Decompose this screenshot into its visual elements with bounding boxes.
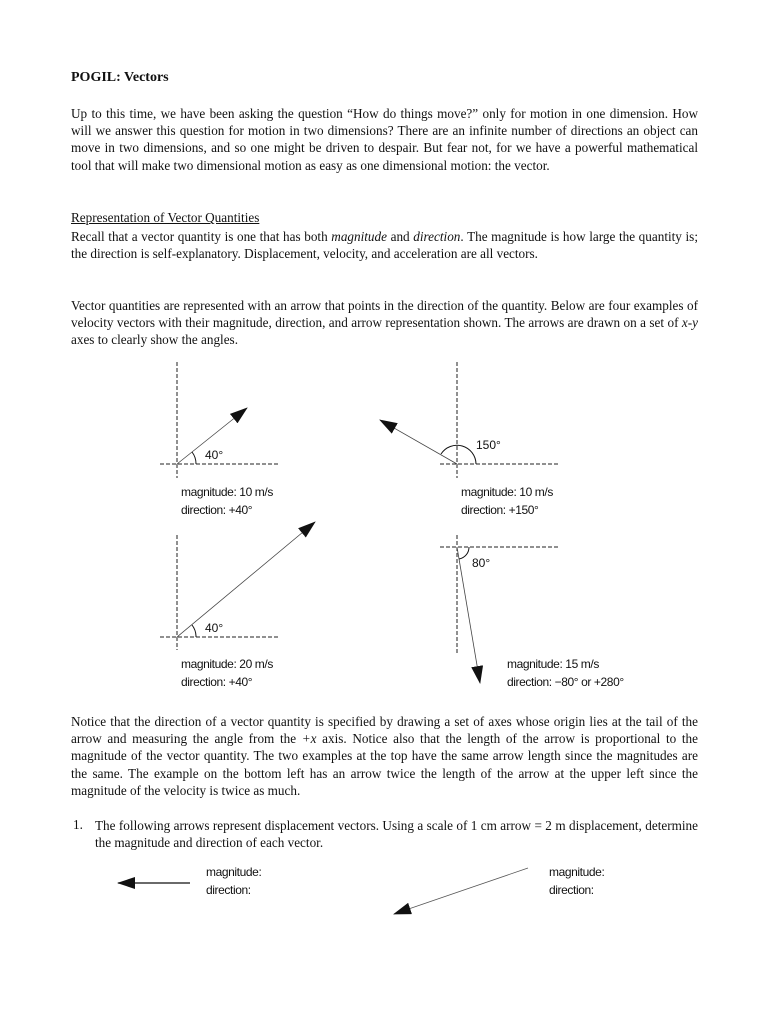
page-title: POGIL: Vectors [71, 70, 169, 85]
question-1-arrows [118, 868, 528, 914]
notice-paragraph: Notice that the direction of a vector quantity is specified by drawing a set of axes whose origin lies at the tail of the arrow and measuring the angle from the +x axis. Notice also that the length of the arrow is proportional to the magnitude of the vector quantity. The two examples at the top have the same arrow length since the magnitudes are the same. The example on the bottom left has an arrow twice the length of the arrow at the upper left since the magnitude of the velocity is twice as much. [71, 714, 698, 798]
example-4-caption [507, 655, 624, 691]
example-1-angle-arc [192, 452, 196, 464]
example-2-angle-label: 150° [476, 438, 501, 452]
question-1-right-answer [549, 863, 604, 899]
example-2-vector-arrow [380, 420, 457, 464]
example-3-diagram [160, 522, 315, 650]
example-3-angle-arc [192, 625, 196, 637]
example-3-angle-label: 40° [205, 621, 224, 635]
question-1-right-magnitude-label: magnitude: [549, 865, 605, 879]
example-1-angle-label: 40° [205, 448, 224, 462]
example-1-magnitude: magnitude: 10 m/s [181, 485, 273, 499]
example-4-magnitude: magnitude: 15 m/s [507, 657, 599, 671]
example-4-direction: direction: −80° or +280° [507, 675, 624, 689]
example-2-magnitude: magnitude: 10 m/s [461, 485, 553, 499]
examples-intro-paragraph: Vector quantities are represented with an arrow that points in the direction of the quantity. Below are four examples of velocity vectors with their magnitude, direction, and arrow representation shown. The arrows are drawn on a set of x-y axes to clearly show the angles. [71, 298, 698, 348]
question-1-text: The following arrows represent displacement vectors. Using a scale of 1 cm arrow = 2 m displacement, determine the magnitude and direction of each vector. [95, 818, 698, 851]
intro-paragraph: Up to this time, we have been asking the question “How do things move?” only for motion in one dimension. How will we answer this question for motion in two dimensions? There are an infinite number of directions an object can move in two dimensions, and so one might be driven to despair. But fear not, for we have a powerful mathematical tool that will make two dimensional motion as easy as one dimensional motion: the vector. [71, 106, 698, 173]
xy-axes-term: x-y [681, 315, 698, 331]
magnitude-term: magnitude [331, 229, 387, 244]
example-3-direction: direction: +40° [181, 675, 253, 689]
question-1-left-magnitude-label: magnitude: [206, 865, 262, 879]
question-1-left-direction-label: direction: [206, 883, 251, 897]
example-2-diagram [380, 362, 558, 478]
example-4-angle-label: 80° [472, 556, 491, 570]
question-1-number: 1. [73, 817, 83, 832]
example-1-direction: direction: +40° [181, 503, 253, 517]
question-1-left-answer [206, 863, 261, 899]
question-1-right-arrow [394, 868, 528, 914]
example-1-caption [181, 483, 273, 519]
recall-paragraph: Recall that a vector quantity is one that has both magnitude and direction. The magnitude is how large the quantity is; the direction is self-explanatory. Displacement, velocity, and acceleration are all vectors. [71, 229, 698, 262]
example-4-angle-arc [459, 547, 469, 559]
section-heading: Representation of Vector Quantities [71, 210, 260, 225]
example-3-caption [181, 655, 273, 691]
example-3-vector-arrow [177, 522, 315, 637]
plus-x-axis-term: +x [301, 731, 317, 747]
example-3-magnitude: magnitude: 20 m/s [181, 657, 273, 671]
example-2-caption [461, 483, 553, 519]
question-1-right-direction-label: direction: [549, 883, 594, 897]
example-2-angle-arc [441, 445, 476, 464]
direction-term: direction [413, 229, 461, 244]
example-2-direction: direction: +150° [461, 503, 539, 517]
